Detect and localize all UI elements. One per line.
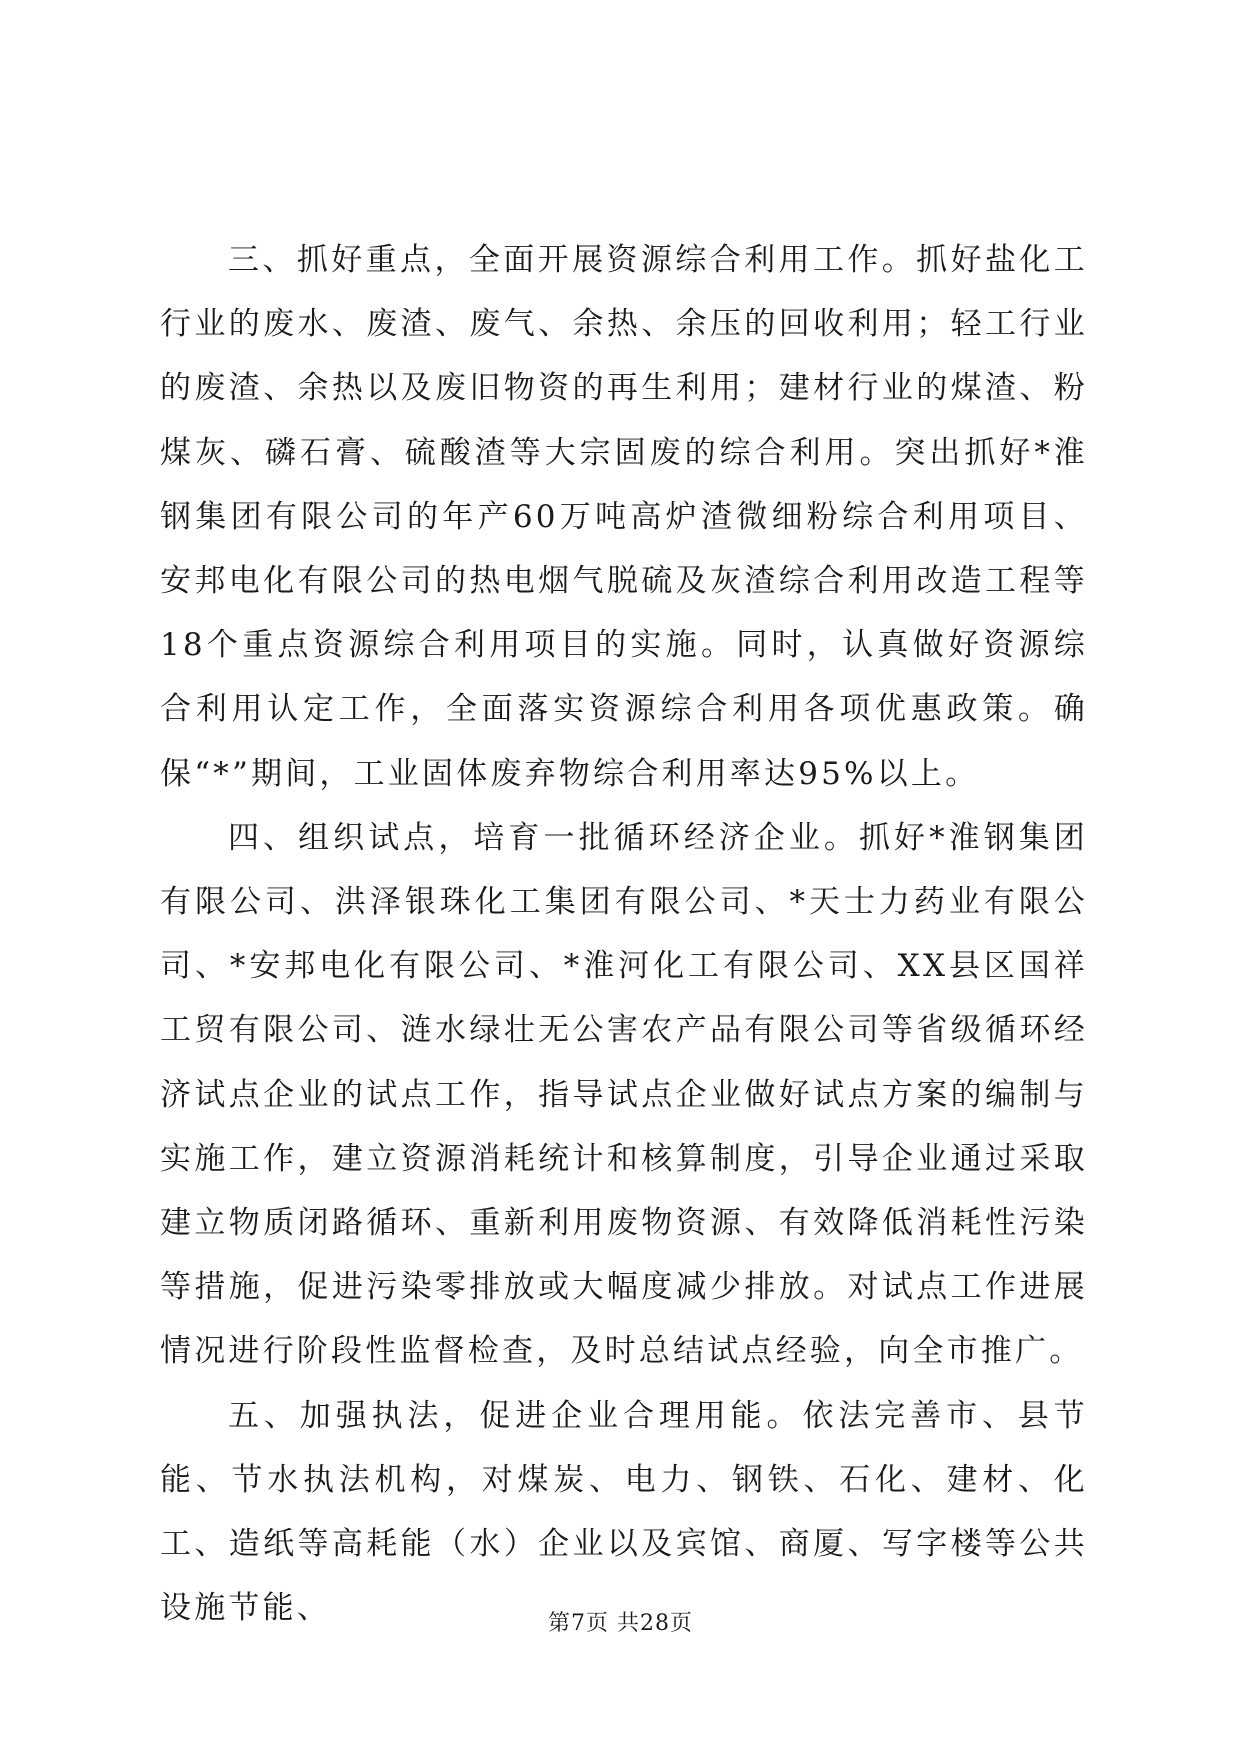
paragraph-section-4: 四、组织试点，培育一批循环经济企业。抓好*淮钢集团有限公司、洪泽银珠化工集团有限公司、*天士力药业有限公司、*安邦电化有限公司、*淮河化工有限公司、XX县区国祥工贸有限公司、涟水绿壮无公害农产品有限公司等省级循环经济试点企业的试点工作，指导试点企业做好试点方案的编制与实施工作，建立资源消耗统计和核算制度，引导企业通过采取建立物质闭路循环、重新利用废物资源、有效降低消耗性污染等措施，促进污染零排放或大幅度减少排放。对试点工作进展情况进行阶段性监督检查，及时总结试点经验，向全市推广。 xyxy=(160,819,1088,1370)
page-footer: 第7页 共28页 xyxy=(548,1611,693,1636)
document-body xyxy=(160,228,1088,1640)
paragraph-section-3: 三、抓好重点，全面开展资源综合利用工作。抓好盐化工行业的废水、废渣、废气、余热、余压的回收利用；轻工行业的废渣、余热以及废旧物资的再生利用；建材行业的煤渣、粉煤灰、磷石膏、硫酸渣等大宗固废的综合利用。突出抓好*淮钢集团有限公司的年产60万吨高炉渣微细粉综合利用项目、安邦电化有限公司的热电烟气脱硫及灰渣综合利用改造工程等18个重点资源综合利用项目的实施。同时，认真做好资源综合利用认定工作，全面落实资源综合利用各项优惠政策。确保“*”期间，工业固体废弃物综合利用率达95%以上。 xyxy=(160,242,1088,792)
paragraph-section-5: 五、加强执法，促进企业合理用能。依法完善市、县节能、节水执法机构，对煤炭、电力、钢铁、石化、建材、化工、造纸等高耗能（水）企业以及宾馆、商厦、写字楼等公共设施节能、 xyxy=(160,1397,1088,1627)
